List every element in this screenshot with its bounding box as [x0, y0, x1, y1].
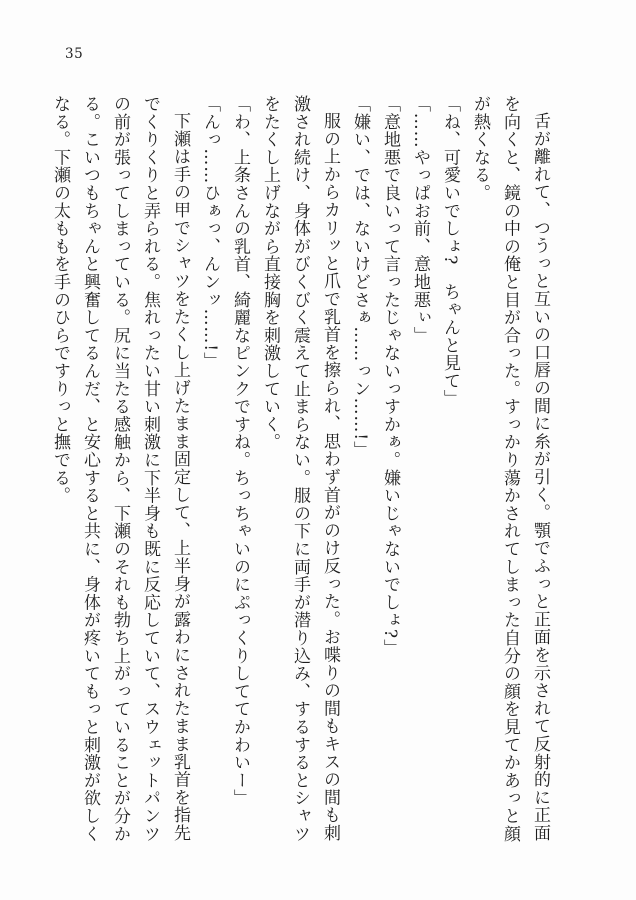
text-line: 服の上からカリッと爪で乳首を擦られ、思わず首がのけ反った。お喋りの間もキスの間も刺 [320, 112, 340, 842]
text-line: 激され続け、身体がびくびく震えて止まらない。服の下に両手が潜り込み、するするとシャツ [290, 95, 310, 843]
text-line: る。こいつもちゃんと興奮してるんだ、と安心すると共に、身体が疼いてもっと刺激が欲しく [80, 95, 100, 843]
vertical-text-block [45, 95, 555, 865]
page-number: 35 [65, 46, 84, 62]
text-line: 「……やっぱお前、意地悪ぃ」 [410, 95, 430, 345]
text-line: なる。下瀬の太ももを手のひらですりっと撫でる。 [50, 95, 70, 505]
text-line: 「わ、上条さんの乳首、綺麗なピンクですね。ちっちゃいのにぷっくりしててかわいー」 [230, 95, 250, 807]
text-line: 「嫌い、では、ないけどさぁ……っン……!」 [350, 95, 370, 459]
text-line: 下瀬は手の甲でシャツをたくし上げたまま固定して、上半身が露わにされたまま乳首を指先 [170, 112, 190, 842]
text-line: をたくし上げながら直接胸を刺激していく。 [260, 95, 280, 451]
text-line: が熱くなる。 [470, 95, 490, 202]
text-line: の前が張ってしまっている。尻に当たる感触から、下瀬のそれも勃ち上がっていることが分か [110, 95, 130, 843]
text-line: 「んっ……ひぁっ、んンッ……!」 [200, 95, 220, 370]
text-line: 「ね、可愛いでしょ? ちゃんと見て」 [440, 95, 460, 408]
text-line: 舌が離れて、つうっと互いの口唇の間に糸が引く。顎でふっと正面を示されて反射的に正面 [530, 112, 550, 842]
text-line: でくりくりと弄られる。焦れったい甘い刺激に下半身も既に反応していて、スウェットパンツ [140, 95, 160, 843]
text-line: 「意地悪で良いって言ったじゃないっすかぁ。嫌いじゃないでしょ?」 [380, 95, 400, 657]
text-line: を向くと、鏡の中の俺と目が合った。すっかり蕩かされてしまった自分の顔を見てかあっと顔 [500, 95, 520, 843]
